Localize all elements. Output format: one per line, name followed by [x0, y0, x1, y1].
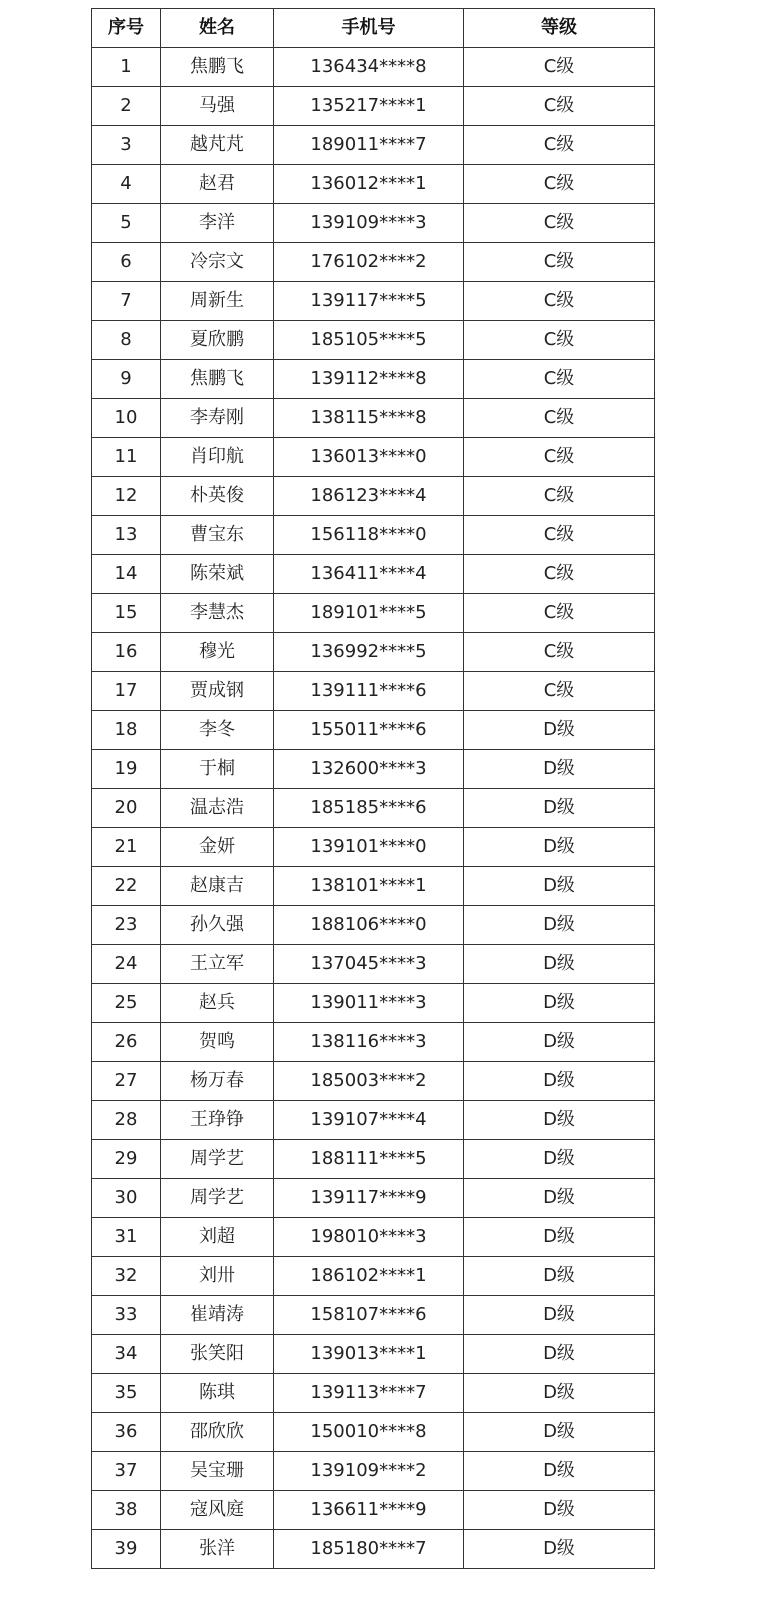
cell-index: 33	[92, 1296, 161, 1335]
cell-level: D级	[464, 1491, 655, 1530]
cell-level: C级	[464, 48, 655, 87]
table-row	[92, 282, 655, 321]
cell-index: 25	[92, 984, 161, 1023]
cell-name: 冷宗文	[161, 243, 274, 282]
cell-phone: 185180****7	[274, 1530, 464, 1569]
header-level: 等级	[464, 9, 655, 48]
cell-name: 马强	[161, 87, 274, 126]
cell-index: 23	[92, 906, 161, 945]
cell-index: 17	[92, 672, 161, 711]
cell-level: C级	[464, 165, 655, 204]
cell-index: 30	[92, 1179, 161, 1218]
cell-index: 38	[92, 1491, 161, 1530]
table-header	[92, 9, 655, 48]
cell-index: 22	[92, 867, 161, 906]
cell-index: 13	[92, 516, 161, 555]
cell-index: 21	[92, 828, 161, 867]
cell-name: 焦鹏飞	[161, 48, 274, 87]
table-row	[92, 1023, 655, 1062]
cell-index: 3	[92, 126, 161, 165]
cell-name: 李慧杰	[161, 594, 274, 633]
cell-phone: 139117****5	[274, 282, 464, 321]
cell-name: 穆光	[161, 633, 274, 672]
table-row	[92, 789, 655, 828]
cell-level: D级	[464, 1335, 655, 1374]
table-row	[92, 243, 655, 282]
cell-index: 27	[92, 1062, 161, 1101]
cell-index: 36	[92, 1413, 161, 1452]
cell-name: 陈琪	[161, 1374, 274, 1413]
cell-index: 7	[92, 282, 161, 321]
cell-phone: 139111****6	[274, 672, 464, 711]
cell-name: 李寿刚	[161, 399, 274, 438]
table-row	[92, 321, 655, 360]
cell-index: 15	[92, 594, 161, 633]
table-row	[92, 477, 655, 516]
cell-name: 周学艺	[161, 1179, 274, 1218]
table-row	[92, 672, 655, 711]
cell-level: D级	[464, 1140, 655, 1179]
cell-index: 32	[92, 1257, 161, 1296]
cell-name: 贺鸣	[161, 1023, 274, 1062]
table-row	[92, 633, 655, 672]
table-row	[92, 1413, 655, 1452]
cell-name: 李冬	[161, 711, 274, 750]
cell-name: 寇风庭	[161, 1491, 274, 1530]
cell-level: C级	[464, 126, 655, 165]
cell-level: D级	[464, 984, 655, 1023]
cell-index: 20	[92, 789, 161, 828]
cell-phone: 138115****8	[274, 399, 464, 438]
table-row	[92, 1452, 655, 1491]
cell-phone: 139011****3	[274, 984, 464, 1023]
cell-phone: 186102****1	[274, 1257, 464, 1296]
cell-level: C级	[464, 282, 655, 321]
cell-index: 11	[92, 438, 161, 477]
cell-index: 10	[92, 399, 161, 438]
cell-index: 8	[92, 321, 161, 360]
cell-phone: 137045****3	[274, 945, 464, 984]
cell-name: 邵欣欣	[161, 1413, 274, 1452]
cell-index: 19	[92, 750, 161, 789]
member-table	[91, 8, 655, 1569]
table-row	[92, 555, 655, 594]
cell-index: 29	[92, 1140, 161, 1179]
cell-phone: 136611****9	[274, 1491, 464, 1530]
cell-level: D级	[464, 1374, 655, 1413]
cell-phone: 185185****6	[274, 789, 464, 828]
table-row	[92, 906, 655, 945]
cell-name: 崔靖涛	[161, 1296, 274, 1335]
table-row	[92, 204, 655, 243]
cell-level: C级	[464, 477, 655, 516]
cell-name: 肖印航	[161, 438, 274, 477]
table-row	[92, 48, 655, 87]
cell-index: 4	[92, 165, 161, 204]
cell-index: 12	[92, 477, 161, 516]
cell-index: 34	[92, 1335, 161, 1374]
cell-phone: 156118****0	[274, 516, 464, 555]
cell-phone: 132600****3	[274, 750, 464, 789]
cell-phone: 138116****3	[274, 1023, 464, 1062]
table-row	[92, 1218, 655, 1257]
cell-level: D级	[464, 1530, 655, 1569]
cell-level: D级	[464, 711, 655, 750]
cell-name: 张洋	[161, 1530, 274, 1569]
cell-name: 周学艺	[161, 1140, 274, 1179]
cell-level: C级	[464, 633, 655, 672]
table-row	[92, 828, 655, 867]
table-row	[92, 594, 655, 633]
cell-level: C级	[464, 399, 655, 438]
cell-level: D级	[464, 750, 655, 789]
cell-index: 2	[92, 87, 161, 126]
table-row	[92, 1530, 655, 1569]
cell-name: 杨万春	[161, 1062, 274, 1101]
cell-level: C级	[464, 204, 655, 243]
table-row	[92, 126, 655, 165]
table-row	[92, 945, 655, 984]
table-row	[92, 1140, 655, 1179]
cell-level: D级	[464, 1179, 655, 1218]
cell-level: C级	[464, 438, 655, 477]
cell-phone: 188111****5	[274, 1140, 464, 1179]
cell-index: 28	[92, 1101, 161, 1140]
cell-phone: 135217****1	[274, 87, 464, 126]
cell-name: 越芃芃	[161, 126, 274, 165]
cell-index: 6	[92, 243, 161, 282]
cell-index: 16	[92, 633, 161, 672]
cell-phone: 139109****3	[274, 204, 464, 243]
cell-index: 18	[92, 711, 161, 750]
cell-level: D级	[464, 1452, 655, 1491]
cell-level: D级	[464, 906, 655, 945]
cell-phone: 189101****5	[274, 594, 464, 633]
cell-phone: 136992****5	[274, 633, 464, 672]
cell-level: D级	[464, 1257, 655, 1296]
cell-level: C级	[464, 516, 655, 555]
cell-name: 金妍	[161, 828, 274, 867]
cell-index: 37	[92, 1452, 161, 1491]
table-row	[92, 867, 655, 906]
cell-name: 陈荣斌	[161, 555, 274, 594]
table-row	[92, 1491, 655, 1530]
cell-name: 王琤铮	[161, 1101, 274, 1140]
table-row	[92, 984, 655, 1023]
header-name: 姓名	[161, 9, 274, 48]
cell-level: D级	[464, 1296, 655, 1335]
table-row	[92, 165, 655, 204]
cell-phone: 136411****4	[274, 555, 464, 594]
cell-index: 39	[92, 1530, 161, 1569]
cell-level: D级	[464, 828, 655, 867]
table-row	[92, 360, 655, 399]
cell-level: C级	[464, 555, 655, 594]
cell-name: 刘卅	[161, 1257, 274, 1296]
cell-name: 于桐	[161, 750, 274, 789]
table-row	[92, 711, 655, 750]
cell-level: C级	[464, 243, 655, 282]
cell-name: 孙久强	[161, 906, 274, 945]
cell-phone: 188106****0	[274, 906, 464, 945]
cell-index: 31	[92, 1218, 161, 1257]
table-body	[92, 48, 655, 1569]
cell-level: C级	[464, 321, 655, 360]
cell-name: 贾成钢	[161, 672, 274, 711]
cell-phone: 138101****1	[274, 867, 464, 906]
cell-index: 5	[92, 204, 161, 243]
cell-phone: 136013****0	[274, 438, 464, 477]
cell-index: 1	[92, 48, 161, 87]
cell-phone: 186123****4	[274, 477, 464, 516]
cell-phone: 198010****3	[274, 1218, 464, 1257]
cell-index: 26	[92, 1023, 161, 1062]
header-phone: 手机号	[274, 9, 464, 48]
cell-index: 14	[92, 555, 161, 594]
cell-phone: 139013****1	[274, 1335, 464, 1374]
header-index: 序号	[92, 9, 161, 48]
cell-name: 赵康吉	[161, 867, 274, 906]
cell-phone: 189011****7	[274, 126, 464, 165]
table-row	[92, 1335, 655, 1374]
cell-level: D级	[464, 1023, 655, 1062]
cell-phone: 136434****8	[274, 48, 464, 87]
cell-name: 夏欣鹏	[161, 321, 274, 360]
cell-phone: 158107****6	[274, 1296, 464, 1335]
cell-index: 35	[92, 1374, 161, 1413]
cell-level: C级	[464, 594, 655, 633]
cell-name: 周新生	[161, 282, 274, 321]
cell-level: C级	[464, 672, 655, 711]
cell-name: 刘超	[161, 1218, 274, 1257]
cell-level: C级	[464, 360, 655, 399]
cell-level: D级	[464, 867, 655, 906]
cell-name: 赵兵	[161, 984, 274, 1023]
cell-level: D级	[464, 789, 655, 828]
cell-phone: 176102****2	[274, 243, 464, 282]
cell-name: 张笑阳	[161, 1335, 274, 1374]
cell-name: 朴英俊	[161, 477, 274, 516]
cell-phone: 136012****1	[274, 165, 464, 204]
cell-index: 24	[92, 945, 161, 984]
cell-phone: 139101****0	[274, 828, 464, 867]
cell-name: 王立军	[161, 945, 274, 984]
table-row	[92, 438, 655, 477]
cell-name: 曹宝东	[161, 516, 274, 555]
table-row	[92, 399, 655, 438]
cell-level: D级	[464, 1062, 655, 1101]
cell-level: D级	[464, 1101, 655, 1140]
cell-level: D级	[464, 945, 655, 984]
cell-name: 焦鹏飞	[161, 360, 274, 399]
cell-index: 9	[92, 360, 161, 399]
cell-phone: 155011****6	[274, 711, 464, 750]
table-row	[92, 1296, 655, 1335]
table-row	[92, 1374, 655, 1413]
cell-level: D级	[464, 1413, 655, 1452]
table-row	[92, 1257, 655, 1296]
table-row	[92, 750, 655, 789]
cell-phone: 139107****4	[274, 1101, 464, 1140]
table-row	[92, 1179, 655, 1218]
cell-level: D级	[464, 1218, 655, 1257]
cell-name: 温志浩	[161, 789, 274, 828]
cell-name: 李洋	[161, 204, 274, 243]
header-row	[92, 9, 655, 48]
cell-phone: 139117****9	[274, 1179, 464, 1218]
cell-phone: 185003****2	[274, 1062, 464, 1101]
cell-name: 吴宝珊	[161, 1452, 274, 1491]
table-row	[92, 516, 655, 555]
cell-name: 赵君	[161, 165, 274, 204]
cell-phone: 139109****2	[274, 1452, 464, 1491]
table-row	[92, 1062, 655, 1101]
cell-phone: 139112****8	[274, 360, 464, 399]
cell-level: C级	[464, 87, 655, 126]
table-row	[92, 1101, 655, 1140]
cell-phone: 139113****7	[274, 1374, 464, 1413]
cell-phone: 185105****5	[274, 321, 464, 360]
cell-phone: 150010****8	[274, 1413, 464, 1452]
table-row	[92, 87, 655, 126]
